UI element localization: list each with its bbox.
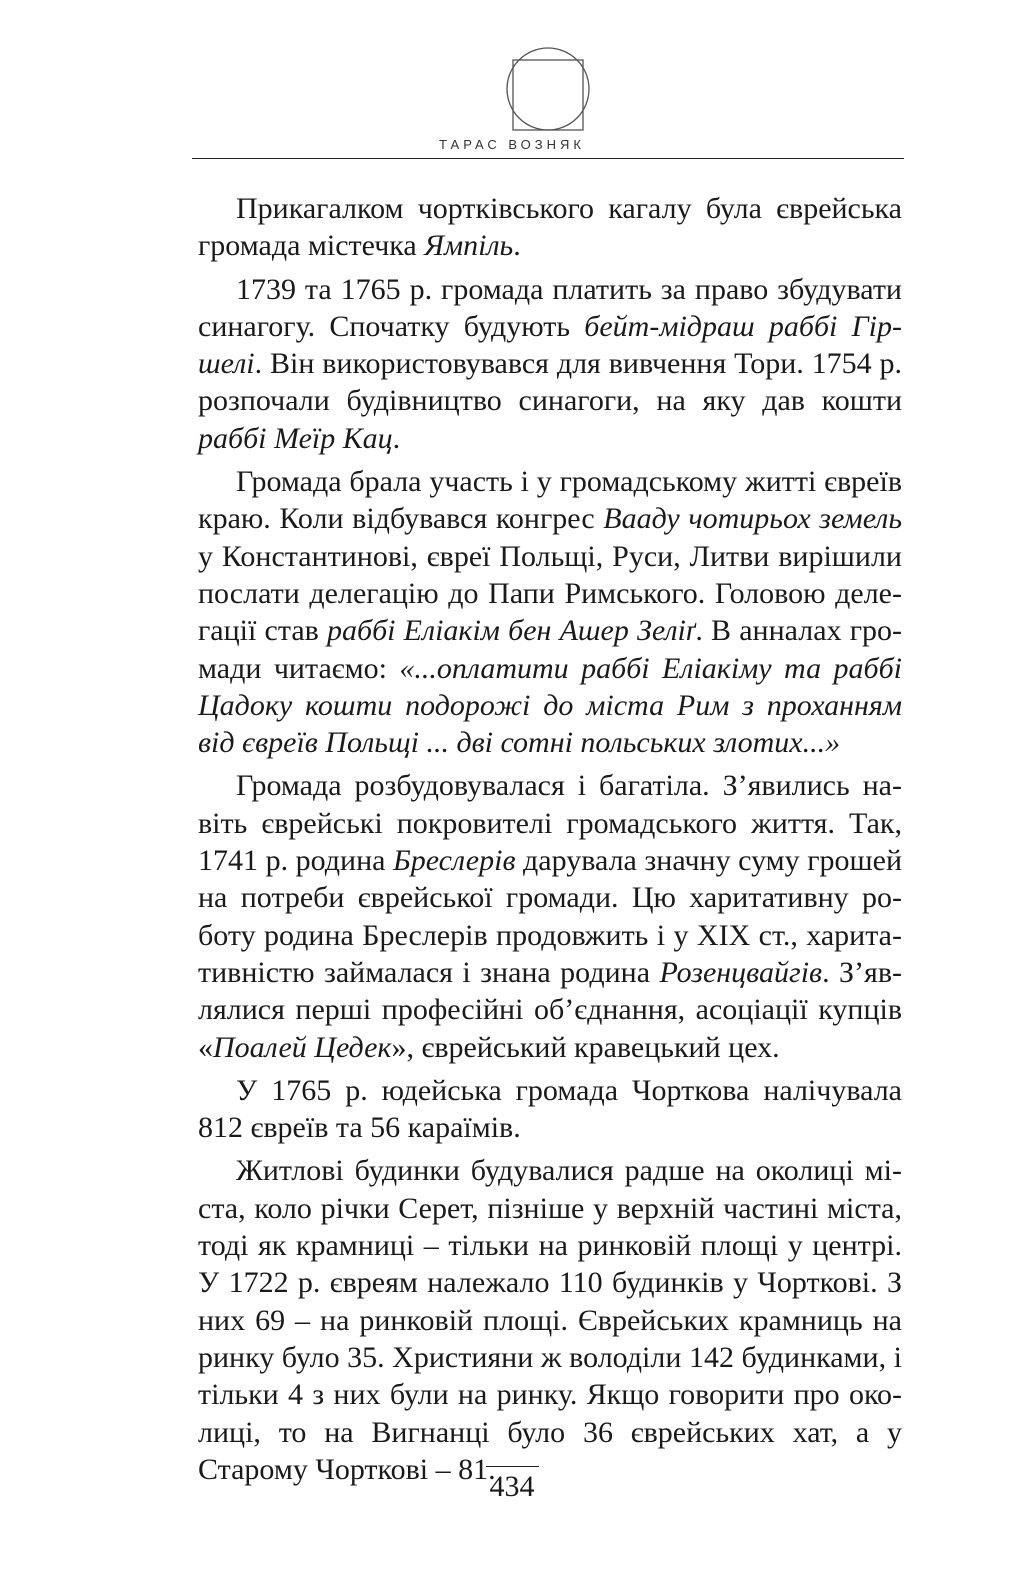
text-run: дарувала значну суму грошей на потреби єврейської громади. Цю харитативну роботу родина Бреслерів продовжить і у XIX ст., харитативністю займалася і знана родина	[198, 844, 903, 989]
paragraph	[198, 190, 902, 265]
italic-run: Ямпіль	[424, 229, 514, 263]
italic-run: Поалей Цедек	[213, 1030, 392, 1064]
italic-run: раббі Еліакім бен Ашер Зеліґ	[326, 614, 696, 648]
text-run: Громада брала участь і у громадському житті євреїв краю. Коли відбувався конгрес	[198, 465, 902, 536]
italic-run: раббі Меїр Кац	[198, 421, 393, 455]
text-run: . Він використовувався для вивчення Тори. 1754 р. розпочали будівництво синагоги, на яку дав кошти	[198, 347, 902, 418]
circle-square-emblem	[505, 46, 591, 132]
paragraph	[198, 1072, 902, 1147]
text-run: .	[392, 421, 401, 455]
header-rule	[192, 158, 904, 159]
text-run: У 1765 р. юдейська громада Чорткова налічувала 812 євреїв та 56 караїмів.	[198, 1073, 902, 1145]
text-run: Громада розбудовувалася і багатіла. З’явились навіть єврейські покровителі громадського життя. Так, 1741 р. родина	[198, 769, 902, 878]
text-run: . З’являлися перші професійні об’єднання, асоціації купців «	[198, 955, 902, 1064]
page-number-label: 434	[486, 1466, 539, 1507]
text-run: . В анналах громади читаємо:	[198, 614, 902, 685]
text-run: у Константинові, євреї Польщі, Руси, Литви вирішили послати делегацію до Папи Римського. Головою делегації став	[198, 539, 902, 648]
text-body	[198, 190, 902, 1494]
text-run: 1739 та 1765 р. громада платить за право збудувати синагогу. Спочатку будують	[198, 272, 902, 343]
italic-run: бейт-мідраш раббі Гіршелі	[198, 309, 902, 381]
paragraph	[198, 767, 902, 1065]
page-number	[0, 1466, 1024, 1507]
italic-run: Бреслерів	[393, 844, 516, 878]
paragraph	[198, 271, 902, 457]
paragraph	[198, 463, 902, 761]
italic-run: Розенцвайгів	[659, 955, 823, 989]
italic-run: «...оплатити раббі Еліакіму та раббі Цадоку кошти подорожі до міста Рим з проханням від євреїв Польщі ... дві сотні польських злотих...»	[198, 651, 903, 760]
paragraph	[198, 1152, 902, 1488]
text-run: Житлові будинки будувалися радше на околиці міста, коло річки Серет, пізніше у верхній частині міста, тоді як крамниці – тільки на ринковій площі у центрі. У 1722 р. євреям належало 110 будинків у Чорткові. З них 69 – на ринковій площі. Єврейських крамниць на ринку було 35. Християни ж володіли 142 будинками, і тільки 4 з них були на ринку. Якщо говорити про околиці, то на Вигнанці було 36 єврейських хат, а у Старому Чорткові – 81.	[198, 1154, 902, 1486]
running-head: ТАРАС ВОЗНЯК	[439, 137, 585, 152]
text-run: Прикагалком чортківського кагалу була єврейська громада містечка	[198, 192, 902, 263]
text-run: », єврейський кравецький цех.	[391, 1030, 780, 1064]
italic-run: Вааду чотирьох земель	[603, 502, 902, 536]
text-run: .	[513, 229, 521, 263]
